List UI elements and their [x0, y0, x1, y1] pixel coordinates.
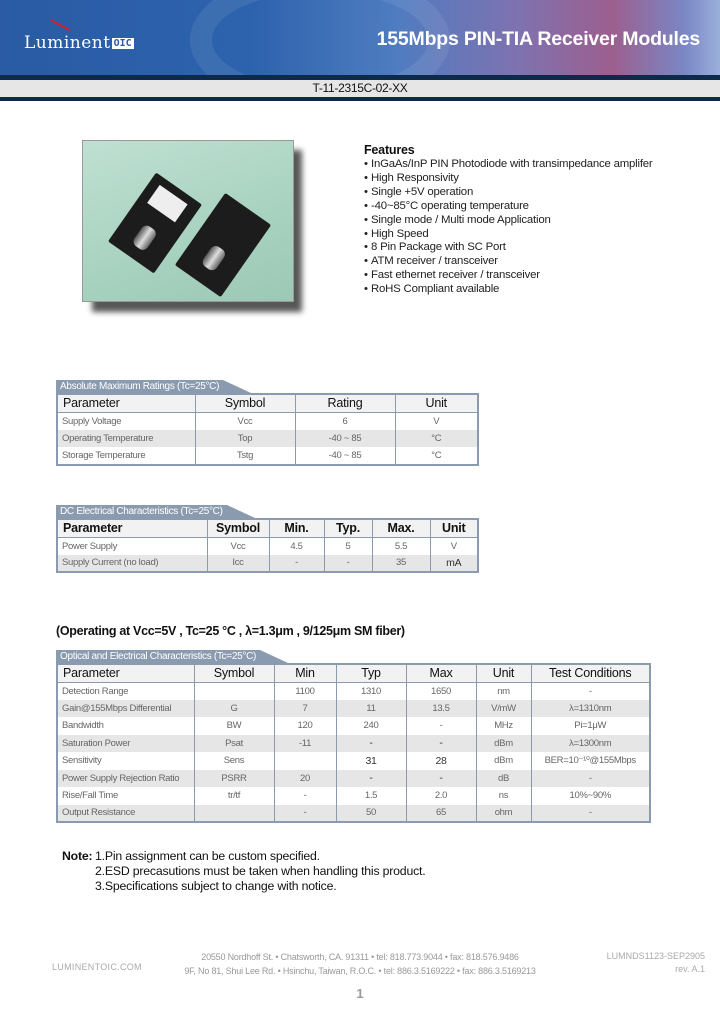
column-header: Parameter — [57, 394, 195, 412]
logo-swoosh-icon — [50, 19, 70, 31]
page-header — [0, 0, 720, 76]
note-item: 1.Pin assignment can be custom specified. — [95, 849, 320, 863]
column-header: Max — [406, 664, 476, 682]
table-row: Bandwidth BW 120 240 - MHz Pi=1μW — [57, 717, 650, 735]
table-caption: Absolute Maximum Ratings (Tc=25°C) — [56, 380, 223, 393]
table-caption: DC Electrical Characteristics (Tc=25°C) — [56, 505, 227, 518]
features-list — [364, 158, 694, 297]
operating-conditions: (Operating at Vcc=5V , Tc=25 °C , λ=1.3μm , 9/125μm SM fiber) — [56, 624, 405, 638]
part-number: T-11-2315C-02-XX — [0, 80, 720, 97]
product-image — [82, 140, 294, 302]
bullet-icon: • — [364, 269, 368, 282]
table-row: Power Supply Vcc 4.5 5 5.5 V — [57, 537, 478, 555]
bullet-icon: • — [364, 241, 368, 254]
feature-item: • InGaAs/InP PIN Photodiode with transimpedance amplifer — [364, 158, 653, 170]
feature-item: • High Speed — [364, 227, 429, 240]
feature-item: • ATM receiver / transceiver — [364, 255, 498, 268]
table-row: Gain@155Mbps Differential G 7 11 13.5 V/mW λ=1310nm — [57, 700, 650, 718]
feature-item: • Fast ethernet receiver / transceiver — [364, 269, 540, 282]
column-header: Parameter — [57, 664, 194, 682]
column-header: Typ. — [324, 519, 372, 537]
company-logo — [24, 33, 134, 53]
table-row: Supply Voltage Vcc 6 V — [57, 412, 478, 430]
column-header: Unit — [430, 519, 478, 537]
bullet-icon: • — [364, 227, 368, 240]
column-header: Min — [274, 664, 336, 682]
column-header: Max. — [372, 519, 430, 537]
optical-table — [56, 663, 651, 823]
document-info — [607, 950, 705, 976]
optical-characteristics — [56, 644, 651, 823]
bullet-icon: • — [364, 199, 368, 212]
website-link[interactable]: LUMINENTOIC.COM — [52, 962, 142, 972]
table-row: Rise/Fall Time tr/tf - 1.5 2.0 ns 10%~90% — [57, 787, 650, 805]
column-header: Min. — [269, 519, 324, 537]
bullet-icon: • — [364, 158, 368, 170]
note-item: 2.ESD precasutions must be taken when handling this product. — [95, 864, 426, 878]
feature-item: • Single +5V operation — [364, 185, 474, 198]
feature-item: • RoHS Compliant available — [364, 283, 500, 296]
table-row: Operating Temperature Top -40 ~ 85 °C — [57, 430, 478, 448]
logo-text: Luminent — [24, 33, 111, 53]
note-item: 3.Specifications subject to change with notice. — [95, 879, 337, 893]
bullet-icon: • — [364, 255, 368, 268]
feature-item: • High Responsivity — [364, 171, 459, 184]
feature-item: • 8 Pin Package with SC Port — [364, 241, 506, 254]
bullet-icon: • — [364, 283, 368, 296]
dc-table — [56, 518, 479, 573]
column-header: Rating — [295, 394, 395, 412]
table-row: Power Supply Rejection Ratio PSRR 20 - - dB - — [57, 770, 650, 788]
revision: rev. A.1 — [675, 964, 705, 974]
document-id: LUMNDS1123-SEP2905 — [606, 951, 705, 961]
feature-item: • Single mode / Multi mode Application — [364, 213, 551, 226]
bullet-icon: • — [364, 171, 368, 184]
column-header: Test Conditions — [531, 664, 650, 682]
table-row: Saturation Power Psat -11 - - dBm λ=1300nm — [57, 735, 650, 753]
absolute-max-table — [56, 393, 479, 466]
bullet-icon: • — [364, 213, 368, 226]
notes-label: Note: — [62, 849, 93, 863]
table-row: Supply Current (no load) Icc - - 35 mA — [57, 555, 478, 573]
divider — [0, 97, 720, 101]
address-us: 20550 Nordhoff St. • Chatsworth, CA. 91311 • tel: 818.773.9044 • fax: 818.576.9486 — [201, 952, 519, 962]
company-address — [160, 950, 560, 978]
dc-characteristics — [56, 499, 479, 573]
page-number: 1 — [356, 986, 364, 1001]
column-header: Unit — [395, 394, 478, 412]
table-row: Output Resistance - 50 65 ohm - — [57, 805, 650, 823]
features-heading: Features — [364, 143, 415, 157]
table-row: Sensitivity Sens 31 28 dBm BER=10⁻¹⁰@155Mbps — [57, 752, 650, 770]
document-title: 155Mbps PIN-TIA Receiver Modules — [376, 28, 700, 50]
table-row: Storage Temperature Tstg -40 ~ 85 °C — [57, 447, 478, 465]
column-header: Symbol — [194, 664, 274, 682]
column-header: Symbol — [207, 519, 269, 537]
absolute-max-ratings — [56, 374, 479, 466]
column-header: Symbol — [195, 394, 295, 412]
product-photo — [82, 140, 294, 302]
logo-badge: OIC — [113, 38, 132, 49]
column-header: Typ — [336, 664, 406, 682]
table-row: Detection Range 1100 1310 1650 nm - — [57, 682, 650, 700]
address-taiwan: 9F, No 81, Shui Lee Rd. • Hsinchu, Taiwan, R.O.C. • tel: 886.3.5169222 • fax: 886.3.5169213 — [184, 966, 536, 976]
bullet-icon: • — [364, 185, 368, 198]
feature-item: • -40~85°C operating temperature — [364, 199, 529, 212]
features-section — [364, 143, 694, 297]
column-header: Parameter — [57, 519, 207, 537]
column-header: Unit — [476, 664, 531, 682]
notes-section — [62, 849, 425, 894]
table-caption: Optical and Electrical Characteristics (Tc=25°C) — [56, 650, 260, 663]
